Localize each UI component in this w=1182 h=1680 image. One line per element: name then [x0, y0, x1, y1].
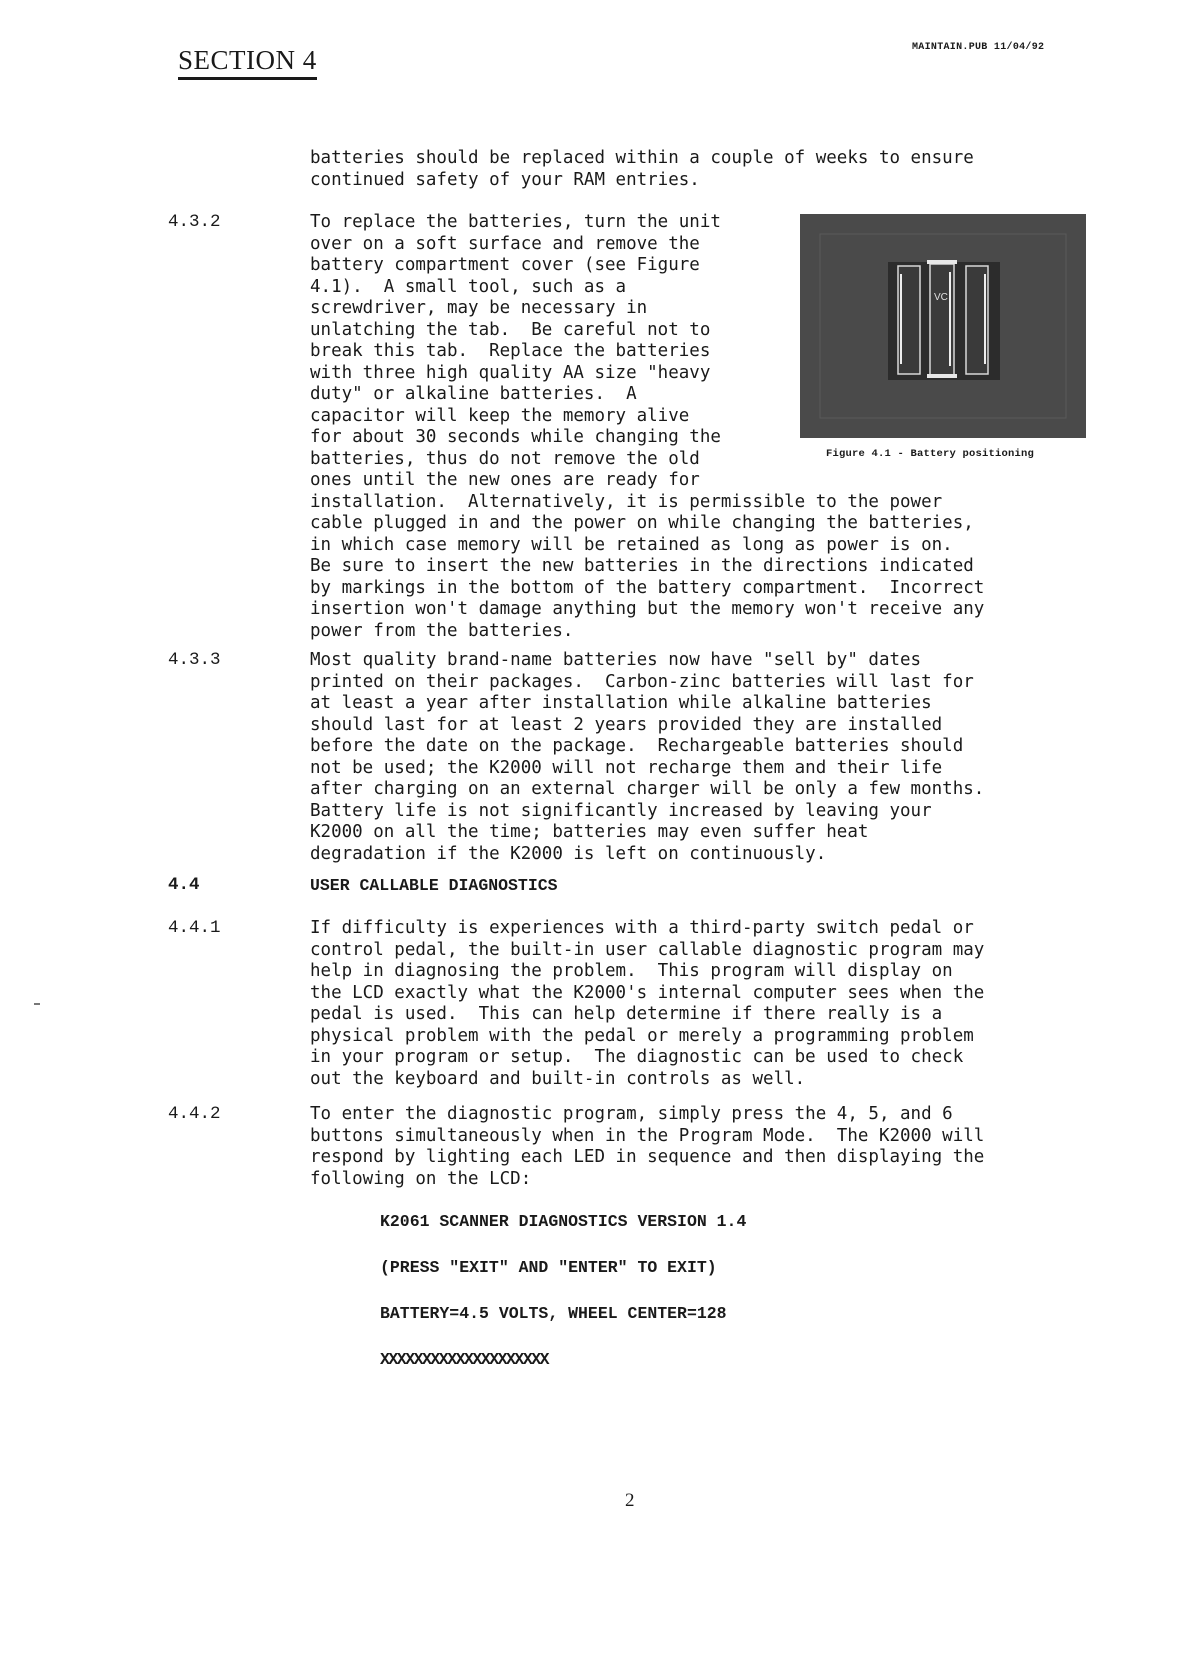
- file-stamp: MAINTAIN.PUB 11/04/92: [912, 42, 1045, 53]
- section-number-4-4-2: 4.4.2: [168, 1104, 221, 1124]
- paragraph-4-3-2: To replace the batteries, turn the unit over on a soft surface and remove the battery compartment cover (see Figure 4.1). A small tool, such as a screwdriver, may be necessary in unlatching the tab. Be careful not to break this tab. Replace the batteries with three high quality AA size "heavy duty" or alkaline batteries. A capacitor will keep the memory alive for about 30 seconds while changing the batteries, thus do not remove the old ones until the new ones are ready for installation. Alternatively, it is permissible to the power cable plugged in and the power on while changing the batteries, in which case memory will be retained as long as power is on. Be sure to insert the new batteries in the directions indicated by markings in the bottom of the battery compartment. Incorrect insertion won't damage anything but the memory won't receive any power from the batteries.: [310, 212, 985, 641]
- section-number-4-3-3: 4.3.3: [168, 650, 221, 670]
- page-number: 2: [625, 1490, 635, 1511]
- section-number-4-4: 4.4: [168, 875, 200, 895]
- diagnostic-line-input: XXXXXXXXXXXXXXXXXXXX: [380, 1350, 549, 1369]
- paragraph-4-3-3: Most quality brand-name batteries now have "sell by" dates printed on their packages. Carbon-zinc batteries will last for at least a year after installation while alkaline batteries should last for at least 2 years provided they are installed before the date on the package. Rechargeable batteries should not be used; the K2000 will not recharge them and their life after charging on an external charger will be only a few months. Battery life is not significantly increased by leaving your K2000 on all the time; batteries may even suffer heat degradation if the K2000 is left on continuously.: [310, 650, 985, 864]
- section-number-4-4-1: 4.4.1: [168, 918, 221, 938]
- section-heading-user-callable-diagnostics: USER CALLABLE DIAGNOSTICS: [310, 876, 558, 895]
- paragraph-4-4-1: If difficulty is experiences with a third-party switch pedal or control pedal, the built-in user callable diagnostic program may help in diagnosing the problem. This program will display on the LCD exactly what the K2000's internal computer sees when the pedal is used. This can help determine if there really is a physical problem with the pedal or merely a programming problem in your program or setup. The diagnostic can be used to check out the keyboard and built-in controls as well.: [310, 918, 985, 1089]
- battery-label: VC: [934, 292, 948, 303]
- paragraph-4-4-2: To enter the diagnostic program, simply press the 4, 5, and 6 buttons simultaneously when in the Program Mode. The K2000 will respond by lighting each LED in sequence and then displaying the following on the LCD:: [310, 1104, 985, 1189]
- diagnostic-line-exit: (PRESS "EXIT" AND "ENTER" TO EXIT): [380, 1258, 717, 1277]
- figure-caption: Figure 4.1 - Battery positioning: [826, 448, 1035, 460]
- section-number-4-3-2: 4.3.2: [168, 212, 221, 232]
- intro-paragraph: batteries should be replaced within a couple of weeks to ensure continued safety of your RAM entries.: [310, 148, 974, 190]
- diagnostic-line-title: K2061 SCANNER DIAGNOSTICS VERSION 1.4: [380, 1212, 747, 1231]
- diagnostic-line-battery: BATTERY=4.5 VOLTS, WHEEL CENTER=128: [380, 1304, 727, 1323]
- section-title: SECTION 4: [178, 46, 317, 80]
- battery-compartment-icon: [800, 214, 1086, 438]
- battery-compartment-photo: [800, 214, 1086, 438]
- scan-speck: [34, 1003, 40, 1005]
